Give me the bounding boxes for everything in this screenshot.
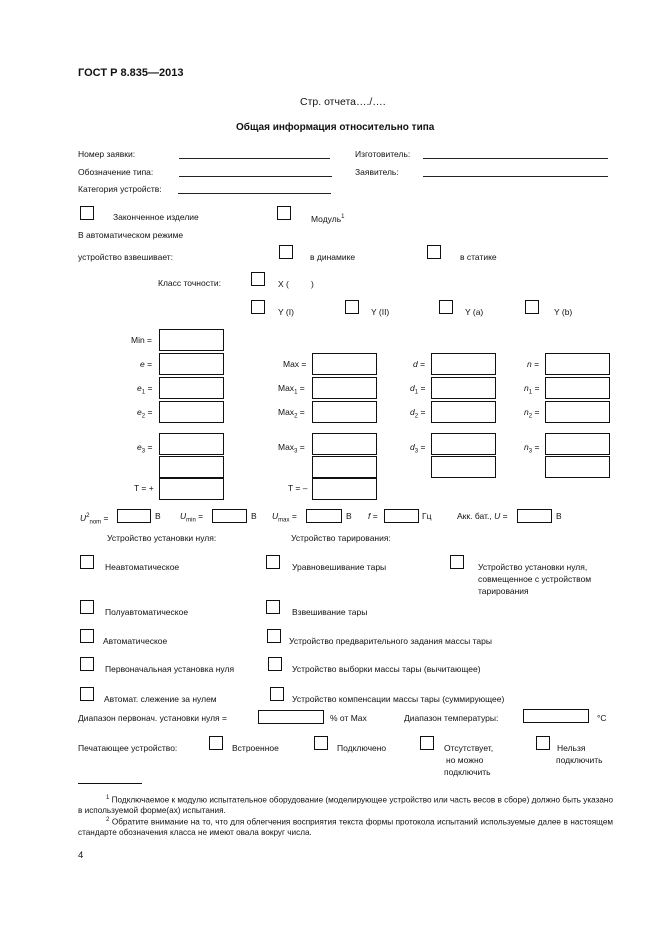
applicant-label: Заявитель: (355, 167, 399, 177)
n3-input[interactable] (545, 433, 610, 455)
printer-absent-label-3: подключить (444, 767, 491, 777)
e-label: e = (140, 359, 153, 369)
type-designation-label: Обозначение типа: (78, 167, 154, 177)
class-y1-checkbox[interactable] (251, 300, 265, 314)
e-input[interactable] (159, 353, 224, 375)
tare-combined-label-1: Устройство установки нуля, (478, 562, 588, 572)
manufacturer-field[interactable] (423, 149, 608, 159)
battery-unit: В (556, 511, 562, 521)
temperature-range-label: Диапазон температуры: (404, 713, 499, 723)
class-y2-checkbox[interactable] (345, 300, 359, 314)
class-x-checkbox[interactable] (251, 272, 265, 286)
zero-semiauto-checkbox[interactable] (80, 600, 94, 614)
initial-zero-range-label: Диапазон первонач. установки нуля = (78, 713, 227, 723)
min-label: Min = (131, 335, 153, 345)
n-input[interactable] (545, 353, 610, 375)
unom-label: $U^2_{nom}$ = (80, 512, 109, 526)
battery-input[interactable] (517, 509, 552, 523)
e1-label: $e_1$ = (137, 383, 153, 396)
n1-label: $n_1$ = (524, 383, 540, 396)
celsius-label: °C (597, 713, 607, 723)
zero-tracking-checkbox[interactable] (80, 687, 94, 701)
d-input[interactable] (431, 353, 496, 375)
zero-auto-label: Автоматическое (103, 636, 168, 646)
umin-unit: В (251, 511, 257, 521)
umin-input[interactable] (212, 509, 247, 523)
tare-preset-label: Устройство предварительного задания массы тары (289, 636, 492, 646)
max2-input[interactable] (312, 401, 377, 423)
e3-label: $e_3$ = (137, 442, 153, 455)
max3-label: Max$_3$ = (278, 442, 305, 455)
class-x-label: X ( (278, 279, 289, 289)
tare-subtractive-checkbox[interactable] (268, 657, 282, 671)
dynamic-label: в динамике (310, 252, 356, 262)
tare-combined-label-3: тарирования (478, 586, 529, 596)
percent-max-label: % от Max (330, 713, 367, 723)
printer-connected-checkbox[interactable] (314, 736, 328, 750)
printer-impossible-label-2: подключить (556, 755, 603, 765)
device-category-field[interactable] (178, 184, 331, 194)
min-input[interactable] (159, 329, 224, 351)
class-y1-label: Y (I) (278, 307, 294, 317)
zero-semiauto-label: Полуавтоматическое (105, 607, 189, 617)
tare-balancing-checkbox[interactable] (266, 555, 280, 569)
max3-input[interactable] (312, 433, 377, 455)
static-label: в статике (460, 252, 497, 262)
d2-input[interactable] (431, 401, 496, 423)
footnote-divider (78, 783, 142, 784)
n-label: n = (527, 359, 540, 369)
class-ya-label: Y (a) (465, 307, 484, 317)
n2-input[interactable] (545, 401, 610, 423)
printer-label: Печатающее устройство: (78, 743, 178, 753)
class-y2-label: Y (II) (371, 307, 390, 317)
max3-input-extra[interactable] (312, 456, 377, 478)
e2-input[interactable] (159, 401, 224, 423)
zero-initial-label: Первоначальная установка нуля (105, 664, 235, 674)
umax-unit: В (346, 511, 352, 521)
tare-weighing-checkbox[interactable] (266, 600, 280, 614)
zero-nonauto-label: Неавтоматическое (105, 562, 180, 572)
umax-label: $U_{max}$ = (272, 511, 297, 524)
printer-absent-label-1: Отсутствует, (444, 743, 494, 753)
printer-impossible-checkbox[interactable] (536, 736, 550, 750)
finished-product-label: Законченное изделие (113, 212, 199, 222)
e3-input-extra[interactable] (159, 456, 224, 478)
tare-preset-checkbox[interactable] (267, 629, 281, 643)
max1-label: Max$_1$ = (278, 383, 305, 396)
printer-connected-label: Подключено (337, 743, 387, 753)
max-label: Max = (283, 359, 307, 369)
tare-additive-checkbox[interactable] (270, 687, 284, 701)
tare-subtractive-label: Устройство выборки массы тары (вычитающее) (292, 664, 481, 674)
auto-mode-label: В автоматическом режиме (78, 230, 184, 240)
unom-unit: В (155, 511, 161, 521)
printer-builtin-checkbox[interactable] (209, 736, 223, 750)
application-no-label: Номер заявки: (78, 149, 136, 159)
tare-combined-checkbox[interactable] (450, 555, 464, 569)
footnote-1: $^1$ Подключаемое к модулю испытательное оборудование (моделирующее устройство или часть весов в сборе) должно быть указано в используемой форме(ах) испытания. (78, 795, 613, 816)
standard-header: ГОСТ Р 8.835—2013 (78, 67, 184, 79)
tare-device-heading: Устройство тарирования: (291, 533, 391, 543)
e1-input[interactable] (159, 377, 224, 399)
class-x-close: ) (311, 279, 314, 289)
zero-nonauto-checkbox[interactable] (80, 555, 94, 569)
applicant-field[interactable] (423, 167, 608, 177)
type-designation-field[interactable] (179, 167, 332, 177)
n3-label: $n_3$ = (524, 442, 540, 455)
class-yb-label: Y (b) (554, 307, 573, 317)
tare-combined-label-2: совмещенное с устройством (478, 574, 592, 584)
zero-initial-checkbox[interactable] (80, 657, 94, 671)
n3-input-extra[interactable] (545, 456, 610, 478)
d3-label: $d_3$ = (410, 442, 426, 455)
tare-balancing-label: Уравновешивание тары (292, 562, 387, 572)
t-minus-label: T = – (288, 483, 308, 493)
n1-input[interactable] (545, 377, 610, 399)
t-minus-input[interactable] (312, 478, 377, 500)
battery-label: Акк. бат., U = (457, 511, 508, 521)
max1-input[interactable] (312, 377, 377, 399)
umin-label: $U_{min}$ = (180, 511, 204, 524)
report-page-field: Стр. отчета…./…. (300, 96, 386, 108)
form-title: Общая информация относительно типа (236, 122, 435, 133)
zero-device-heading: Устройство установки нуля: (107, 533, 217, 543)
d2-label: $d_2$ = (410, 407, 426, 420)
t-plus-label: T = + (134, 483, 154, 493)
device-category-label: Категория устройств: (78, 184, 162, 194)
finished-product-checkbox[interactable] (80, 206, 94, 220)
printer-builtin-label: Встроенное (232, 743, 279, 753)
zero-auto-checkbox[interactable] (80, 629, 94, 643)
module-footnote-mark: 1 (341, 214, 345, 220)
max2-label: Max$_2$ = (278, 407, 305, 420)
tare-additive-label: Устройство компенсации массы тары (суммирующее) (292, 694, 505, 704)
temperature-range-input[interactable] (523, 709, 589, 723)
zero-tracking-label: Автомат. слежение за нулем (104, 694, 217, 704)
application-no-field[interactable] (179, 149, 330, 159)
printer-absent-checkbox[interactable] (420, 736, 434, 750)
d3-input[interactable] (431, 433, 496, 455)
footnote-2: $^2$ Обратите внимание на то, что для облегчения восприятия текста формы протокола испытаний используемые далее в настоящем стандарте обозначения класса не имеют овала вокруг числа. (78, 817, 614, 838)
weighs-label: устройство взвешивает: (78, 252, 174, 262)
f-unit: Гц (422, 511, 432, 521)
tare-weighing-label: Взвешивание тары (292, 607, 368, 617)
umax-input[interactable] (306, 509, 342, 523)
e2-label: $e_2$ = (137, 407, 153, 420)
n2-label: $n_2$ = (524, 407, 540, 420)
class-ya-checkbox[interactable] (439, 300, 453, 314)
d1-input[interactable] (431, 377, 496, 399)
initial-zero-range-input[interactable] (258, 710, 324, 724)
module-label: Модуль$^1$ (311, 213, 345, 224)
accuracy-class-label: Класс точности: (158, 278, 221, 288)
f-input[interactable] (384, 509, 419, 523)
module-checkbox[interactable] (277, 206, 291, 220)
static-checkbox[interactable] (427, 245, 441, 259)
t-plus-input[interactable] (159, 478, 224, 500)
printer-impossible-label-1: Нельзя (557, 743, 586, 753)
d1-label: $d_1$ = (410, 383, 426, 396)
dynamic-checkbox[interactable] (279, 245, 293, 259)
d-label: d = (413, 359, 426, 369)
max-input[interactable] (312, 353, 377, 375)
f-label: f = (368, 511, 378, 521)
class-yb-checkbox[interactable] (525, 300, 539, 314)
manufacturer-label: Изготовитель: (355, 149, 411, 159)
page-number: 4 (78, 850, 84, 861)
unom-input[interactable] (117, 509, 151, 523)
e3-input[interactable] (159, 433, 224, 455)
printer-absent-label-2: но можно (446, 755, 484, 765)
d3-input-extra[interactable] (431, 456, 496, 478)
